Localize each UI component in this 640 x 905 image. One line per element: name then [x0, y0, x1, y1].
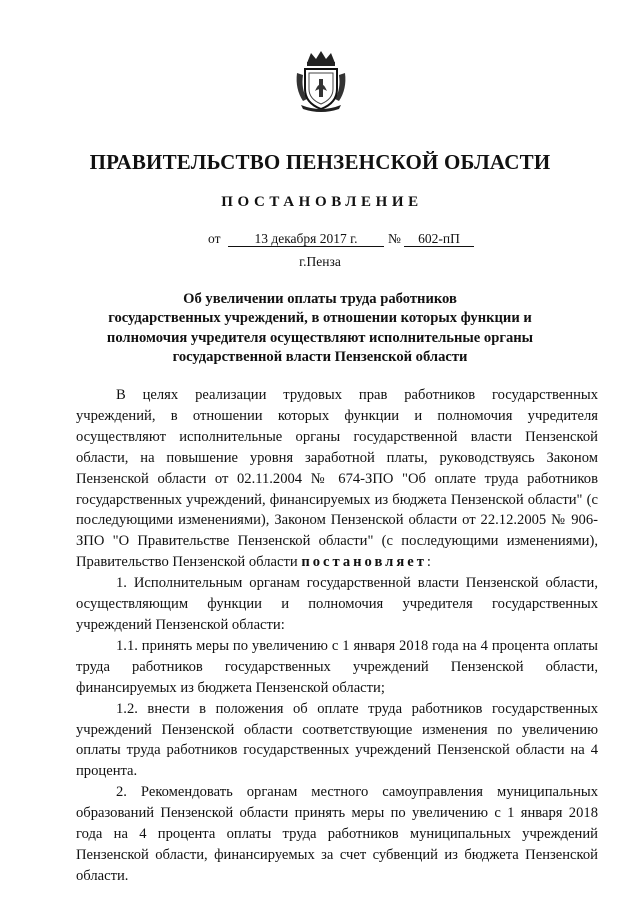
subject-line: Об увеличении оплаты труда работников: [183, 291, 457, 307]
item-1-paragraph: 1. Исполнительным органам государственной власти Пензенской области, осуществляющим функции и полномочия учредителя государственных учреждений Пензенской области:: [76, 575, 598, 633]
preamble-paragraph: [76, 385, 598, 573]
penza-coat-of-arms-icon: [293, 49, 349, 113]
document-body: [76, 385, 598, 887]
preamble-text: В целях реализации трудовых прав работников государственных учреждений, в отношении которых функции и полномочия учредителя осуществляют исполнительные органы государственной власти Пензенской области, на повышение уровня заработной платы, руководствуясь Законом Пензенской области от 02.11.2004 № 674-ЗПО "Об оплате труда работников государственных учреждений, финансируемых из бюджета Пензенской области" (с последующими изменениями), Законом Пензенской области от 22.12.2005 № 906-ЗПО "О Правительстве Пензенской области" (с последующими изменениями), Правительство Пензенской области: [76, 387, 598, 571]
document-city: г.Пенза: [299, 254, 341, 269]
document-number: 602-пП: [404, 231, 474, 247]
item-2-paragraph: 2. Рекомендовать органам местного самоуправления муниципальных образований Пензенской области принять меры по увеличению с 1 января 2018 года на 4 процента оплаты труда работников муниципальных учреждений Пензенской области, финансируемых за счет субвенций из бюджета Пензенской области.: [76, 784, 598, 884]
subject-line: государственной власти Пензенской области: [172, 349, 468, 366]
decree-word: постановляет: [301, 554, 427, 571]
document-date-number-line: [208, 231, 478, 249]
document-date: 13 декабря 2017 г.: [228, 231, 384, 247]
document-type: ПОСТАНОВЛЕНИЕ: [221, 194, 423, 210]
subject-line: полномочия учредителя осуществляют исполнительные органы: [106, 329, 534, 346]
subject-line: государственных учреждений, в отношении которых функции и: [108, 310, 532, 327]
organization-title: ПРАВИТЕЛЬСТВО ПЕНЗЕНСКОЙ ОБЛАСТИ: [89, 150, 551, 174]
date-prefix: от: [208, 231, 221, 246]
item-1-1-paragraph: 1.1. принять меры по увеличению с 1 января 2018 года на 4 процента оплаты труда работников государственных учреждений Пензенской области, финансируемых из бюджета Пензенской области;: [76, 637, 598, 696]
item-1-2-paragraph: 1.2. внести в положения об оплате труда работников государственных учреждений Пензенской области соответствующие изменения по увеличению оплаты труда работников государственных учреждений Пензенской области на 4 процента.: [76, 700, 598, 780]
decree-colon: :: [426, 554, 431, 571]
document-subject: [90, 290, 550, 368]
number-prefix: №: [388, 231, 401, 246]
